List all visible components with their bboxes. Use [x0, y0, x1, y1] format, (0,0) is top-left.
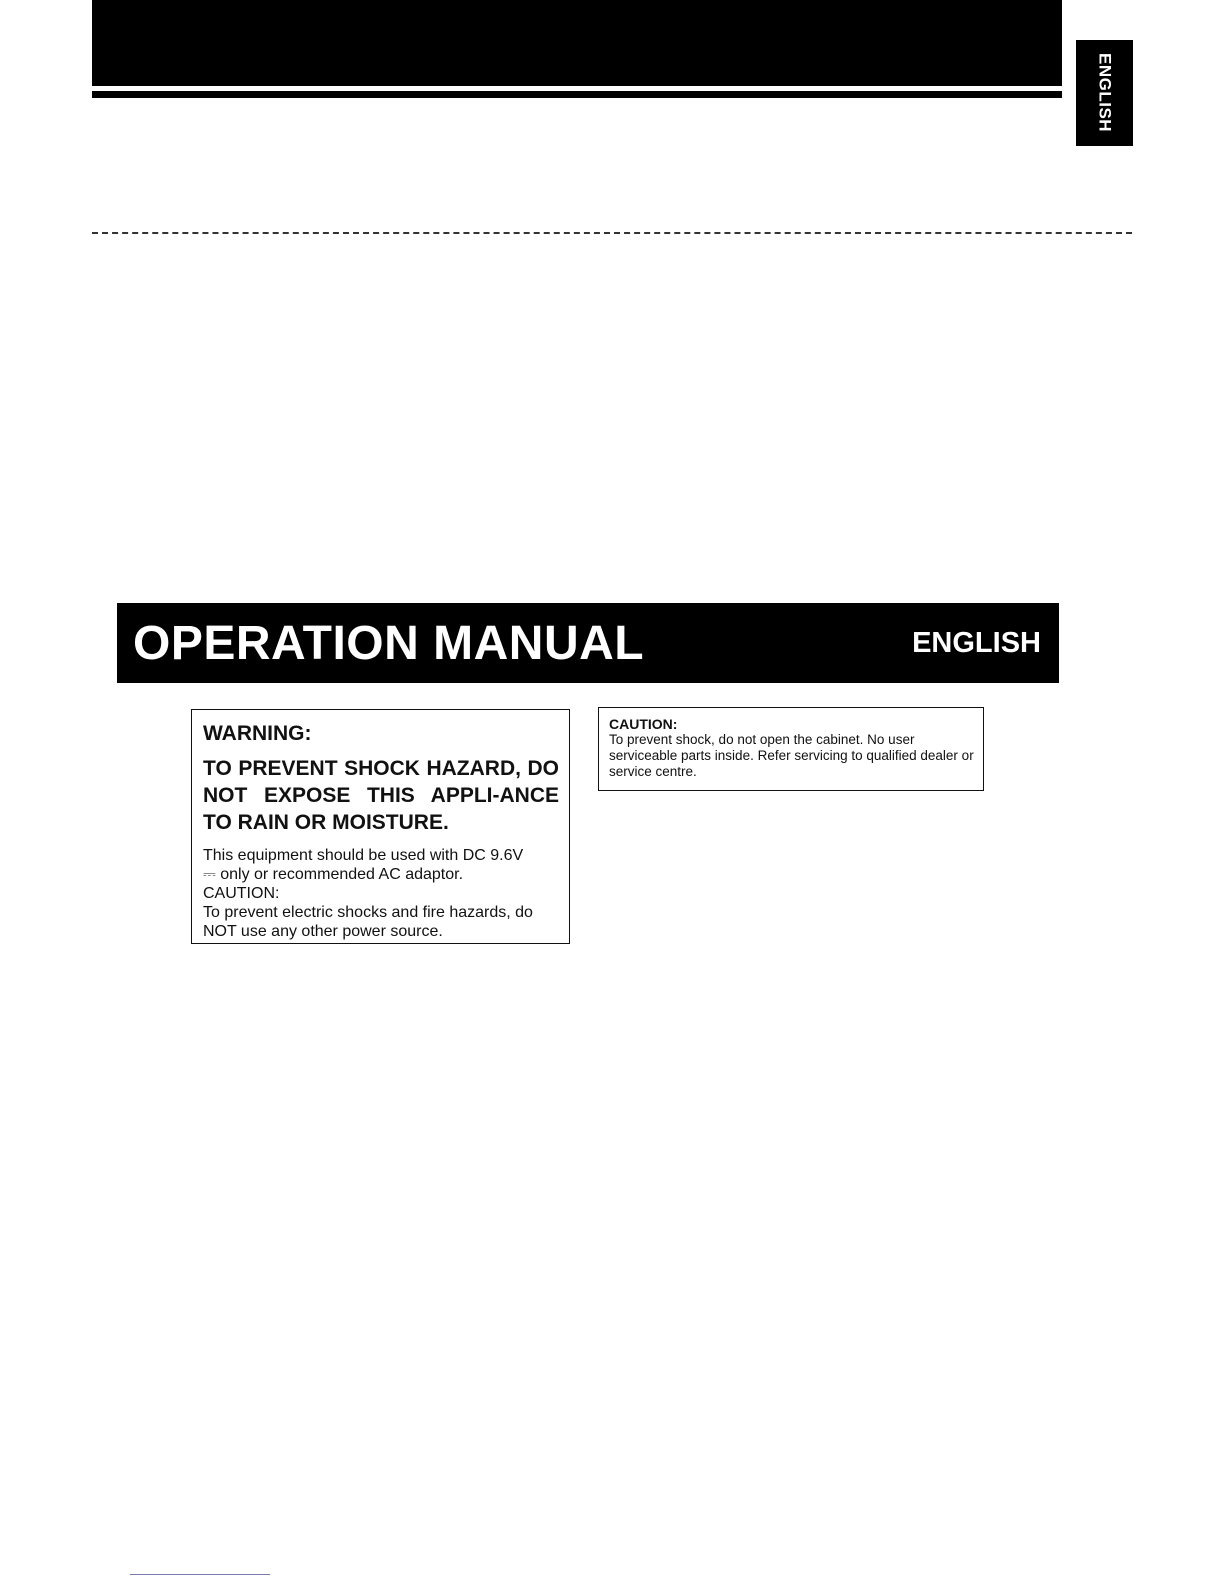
footer-rule	[130, 1574, 270, 1575]
language-side-tab	[1076, 40, 1133, 146]
warning-body-line: ⎓ only or recommended AC adaptor.	[203, 866, 464, 883]
caution-heading: CAUTION:	[609, 716, 678, 732]
warning-body-line: This equipment should be used with DC 9.6V	[203, 847, 524, 864]
banner-language: ENGLISH	[912, 626, 1041, 659]
caution-box	[598, 707, 984, 791]
warning-main-text: TO PREVENT SHOCK HAZARD, DO NOT EXPOSE THIS APPLI-ANCE TO RAIN OR MOISTURE.	[203, 757, 559, 834]
warning-body-line: CAUTION:	[203, 885, 280, 902]
title-banner	[117, 603, 1059, 683]
dashed-divider	[92, 232, 1132, 234]
warning-body-line: To prevent electric shocks and fire hazards, do	[203, 904, 533, 921]
side-tab-label: ENGLISH	[1095, 53, 1115, 133]
warning-body-line: NOT use any other power source.	[203, 923, 443, 940]
warning-body	[203, 846, 559, 941]
warning-heading: WARNING:	[203, 722, 312, 745]
caution-body: To prevent shock, do not open the cabinet. No user serviceable parts inside. Refer servicing to qualified dealer or service centre.	[609, 732, 974, 779]
header-black-bar	[92, 0, 1062, 86]
warning-box	[191, 709, 570, 944]
header-rule	[92, 91, 1062, 98]
manual-title: OPERATION MANUAL	[133, 616, 645, 670]
